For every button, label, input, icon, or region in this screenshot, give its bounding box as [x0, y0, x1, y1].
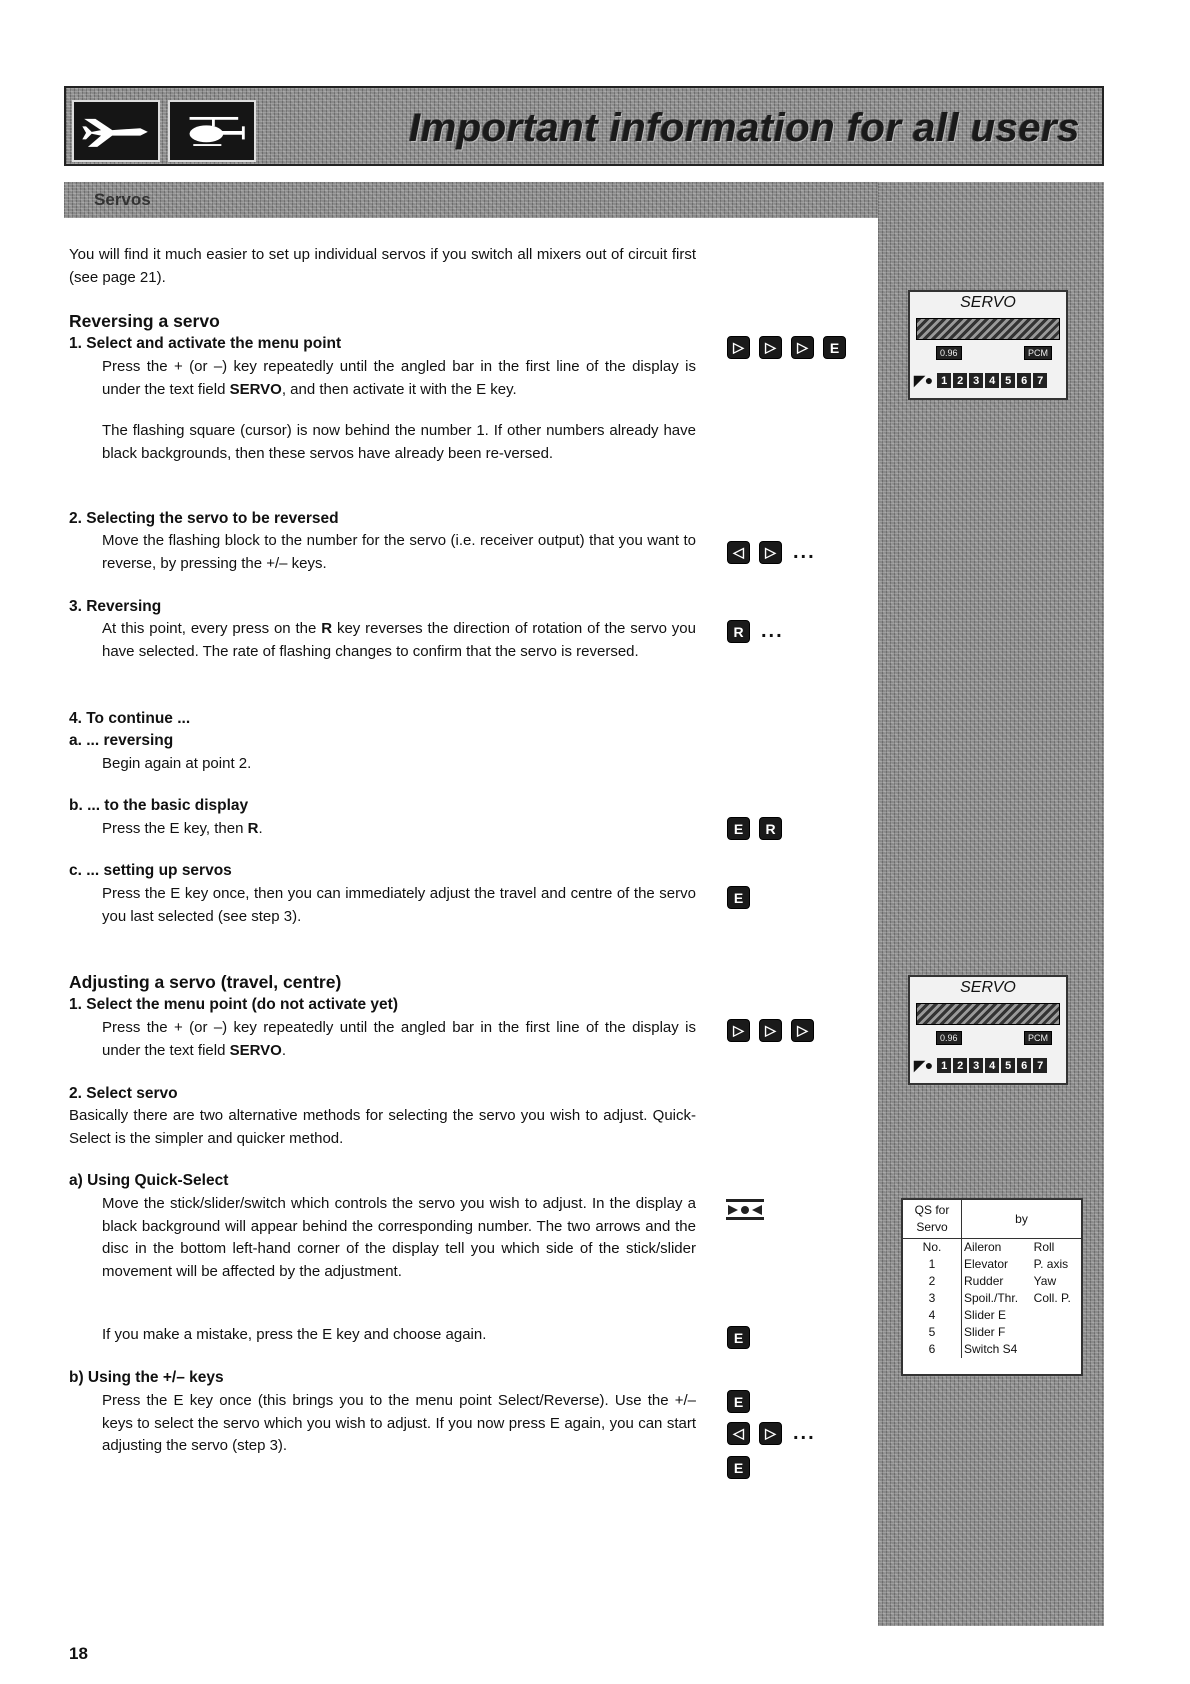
helicopter-icon: [168, 100, 256, 162]
reversing-step1-title: 1. Select and activate the menu point: [69, 335, 342, 352]
servo-display-2: [908, 975, 1068, 1085]
direction-arrows-icon: ◤●: [914, 372, 934, 388]
adjusting-step1-text: Press the + (or –) key repeatedly until the angled bar in the first line of the display is under the text field SERVO.: [102, 1019, 696, 1059]
quick-select-keys: [727, 1326, 750, 1349]
minus-key-icon: ◁: [727, 1422, 750, 1445]
display-tag-left: 0.96: [936, 346, 962, 360]
step4-a-title: a. ... reversing: [69, 732, 174, 749]
servo-number: 3: [969, 1058, 983, 1073]
servo-number: 5: [1001, 1058, 1015, 1073]
r-key-icon: R: [727, 620, 750, 643]
plus-key-icon: ▷: [759, 541, 782, 564]
servo-number: 2: [953, 1058, 967, 1073]
reversing-step2-title: 2. Selecting the servo to be reversed: [69, 510, 339, 527]
airplane-icon: [72, 100, 160, 162]
ellipsis: ...: [761, 620, 784, 642]
servo-number: 4: [985, 1058, 999, 1073]
e-key-icon: E: [823, 336, 846, 359]
reversing-step3-text: At this point, every press on the R key reverses the direction of rotation of the servo you have selected. The rate of flashing changes to confirm that the servo is reversed.: [102, 620, 696, 660]
display-title: SERVO: [960, 979, 1016, 996]
servo-number: 4: [985, 373, 999, 388]
reversing-step4-title: 4. To continue ...: [69, 710, 191, 727]
servo-display-1: [908, 290, 1068, 400]
table-header-right: by: [962, 1200, 1082, 1239]
plus-key-icon: ▷: [759, 336, 782, 359]
adjusting-step2-text: Basically there are two alternative methods for selecting the servo you wish to adjust. Quick-Select is the simpler and quicker method.: [69, 1107, 696, 1147]
table-cell: Slider E: [964, 1308, 1007, 1322]
table-col-no: No.: [903, 1239, 962, 1257]
e-key-icon: E: [727, 817, 750, 840]
servo-number: 1: [937, 1058, 951, 1073]
servo-numbers: [937, 373, 1047, 388]
plus-minus-title: b) Using the +/– keys: [69, 1369, 224, 1386]
table-cell: Roll: [1033, 1240, 1055, 1254]
step4-b-keys: [727, 817, 782, 840]
display-tag-right: PCM: [1024, 346, 1052, 360]
step4-c-title: c. ... setting up servos: [69, 862, 232, 879]
plus-key-icon: ▷: [759, 1019, 782, 1042]
plus-minus-keys-1: [727, 1390, 750, 1413]
e-key-icon: E: [727, 1390, 750, 1413]
step4-b-title: b. ... to the basic display: [69, 797, 249, 814]
reversing-step2-text: Move the flashing block to the number for the servo (i.e. receiver output) that you want to reverse, by pressing the +/– keys.: [102, 532, 696, 572]
table-header-left: QS for Servo: [903, 1200, 962, 1239]
adjusting-step1-title: 1. Select the menu point (do not activate yet): [69, 996, 398, 1013]
intro-paragraph: You will find it much easier to set up individual servos if you switch all mixers out of circuit first (see page 21).: [69, 246, 696, 286]
step4-c-text: Press the E key once, then you can immediately adjust the travel and centre of the servo you last selected (see step 3).: [102, 885, 696, 925]
quick-select-table: [901, 1198, 1083, 1376]
table-cell: Switch S4: [964, 1342, 1018, 1356]
display-tag-right: PCM: [1024, 1031, 1052, 1045]
reversing-step1-note: The flashing square (cursor) is now behind the number 1. If other numbers already have black backgrounds, then these servos have already been re-versed.: [102, 422, 696, 462]
reversing-step3-keys: [727, 620, 784, 643]
plus-key-icon: ▷: [727, 1019, 750, 1042]
plus-minus-keys-3: [727, 1456, 750, 1479]
servo-number: 6: [1017, 1058, 1031, 1073]
plus-minus-keys-2: [727, 1422, 816, 1445]
stick-movement-icon: [724, 1195, 766, 1225]
servo-number: 5: [1001, 373, 1015, 388]
servo-number: 6: [1017, 373, 1031, 388]
table-cell: 4: [903, 1307, 962, 1324]
header-banner: [64, 86, 1104, 166]
page-title: Important information for all users: [409, 106, 1080, 150]
e-key-icon: E: [727, 1326, 750, 1349]
servo-number: 7: [1033, 1058, 1047, 1073]
table-cell: P. axis: [1033, 1257, 1069, 1271]
table-cell: 3: [903, 1290, 962, 1307]
quick-select-text: Move the stick/slider/switch which controls the servo you wish to adjust. In the display a black background will appear behind the corresponding number. The two arrows and the disc in the bottom left-hand corner of the display tell you which side of the stick/slider movement will be affected by the adjustment.: [102, 1195, 696, 1280]
plus-key-icon: ▷: [727, 336, 750, 359]
plus-key-icon: ▷: [791, 1019, 814, 1042]
section-label: Servos: [94, 190, 151, 209]
table-cell: Yaw: [1033, 1274, 1057, 1288]
servo-numbers: [937, 1058, 1047, 1073]
e-key-icon: E: [727, 1456, 750, 1479]
reversing-step1-text: Press the + (or –) key repeatedly until the angled bar in the first line of the display is under the text field SERVO, and then activate it with the E key.: [102, 358, 696, 398]
display-title: SERVO: [960, 294, 1016, 311]
servo-number: 1: [937, 373, 951, 388]
table-cell: Elevator: [964, 1257, 1009, 1271]
ellipsis: ...: [793, 1422, 816, 1444]
adjusting-heading: Adjusting a servo (travel, centre): [69, 972, 342, 992]
quick-select-note: If you make a mistake, press the E key and choose again.: [102, 1326, 487, 1343]
servo-number: 2: [953, 373, 967, 388]
table-cell: Coll. P.: [1033, 1291, 1071, 1305]
step4-c-keys: [727, 886, 750, 909]
reversing-step1-keys: [727, 336, 846, 359]
plus-minus-text: Press the E key once (this brings you to the menu point Select/Reverse). Use the +/– keys to select the servo which you wish to adjust. If you now press E again, you can start adjusting the servo (step 3).: [102, 1392, 696, 1454]
reversing-step2-keys: [727, 541, 816, 564]
page-number: 18: [69, 1644, 88, 1663]
ellipsis: ...: [793, 541, 816, 563]
step4-a-text: Begin again at point 2.: [102, 755, 252, 772]
table-cell: Slider F: [964, 1325, 1006, 1339]
table-cell: 6: [903, 1341, 962, 1358]
adjusting-step1-keys: [727, 1019, 814, 1042]
e-key-icon: E: [727, 886, 750, 909]
quick-select-title: a) Using Quick-Select: [69, 1172, 229, 1189]
minus-key-icon: ◁: [727, 541, 750, 564]
display-tag-left: 0.96: [936, 1031, 962, 1045]
table-cell: Aileron: [964, 1240, 1002, 1254]
table-cell: 1: [903, 1256, 962, 1273]
table-cell: Rudder: [964, 1274, 1004, 1288]
adjusting-step2-title: 2. Select servo: [69, 1085, 178, 1102]
plus-key-icon: ▷: [791, 336, 814, 359]
plus-key-icon: ▷: [759, 1422, 782, 1445]
servo-number: 3: [969, 373, 983, 388]
direction-arrows-icon: ◤●: [914, 1057, 934, 1073]
table-cell: 5: [903, 1324, 962, 1341]
reversing-heading: Reversing a servo: [69, 311, 220, 331]
menu-selection-bar: [916, 1003, 1060, 1025]
table-cell: 2: [903, 1273, 962, 1290]
step4-b-text: Press the E key, then R.: [102, 820, 263, 837]
servo-number: 7: [1033, 373, 1047, 388]
table-cell: Spoil./Thr.: [964, 1291, 1019, 1305]
reversing-step3-title: 3. Reversing: [69, 598, 162, 615]
r-key-icon: R: [759, 817, 782, 840]
menu-selection-bar: [916, 318, 1060, 340]
